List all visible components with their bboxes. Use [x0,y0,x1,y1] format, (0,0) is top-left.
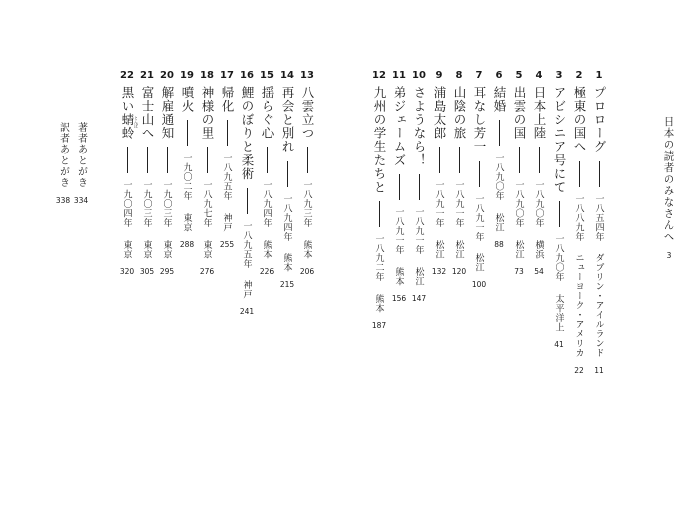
chapter-year: 一九〇三年 [141,180,152,228]
chapter-place: 松江 [493,212,504,232]
chapter-title: 黒い蜻蛉 [120,86,135,140]
chapter-page-number: 241 [239,307,255,316]
chapter-number: 11 [392,70,406,81]
chapter-year: 一八九〇年 [493,153,504,201]
chapter-page-number: 276 [199,266,215,276]
afterword-page-number: 338 [55,196,71,205]
chapter-page-number: 88 [494,239,504,249]
chapter-year: 一八九七年 [201,180,212,228]
toc-entry[interactable] [198,70,216,276]
toc-entry[interactable] [218,70,236,249]
leader-dash [579,161,580,187]
toc-entry[interactable] [470,70,488,289]
leader-dash [399,174,400,200]
chapter-title: 噴火 [180,86,195,113]
chapter-page-number: 41 [554,339,564,349]
toc-entry[interactable] [370,70,388,330]
chapter-year: 一八九〇年 [553,234,564,282]
chapter-place: 熊本 [373,293,384,313]
chapter-place: 松江 [453,239,464,259]
leader-dash [307,147,308,173]
toc-entry[interactable] [178,70,196,249]
chapter-number: 17 [220,70,234,81]
toc-heading[interactable] [660,116,678,260]
toc-entry[interactable] [278,70,296,289]
toc-entry[interactable] [570,70,588,375]
chapter-title: さようなら！ [412,86,427,167]
chapter-place: 松江 [513,239,524,259]
chapter-page-number: 120 [451,266,467,276]
chapter-place: 熊本 [261,239,272,259]
chapter-number: 22 [120,70,134,81]
toc-entry[interactable] [158,70,176,276]
chapter-page-number: 215 [279,280,295,289]
chapter-place: 東京 [201,239,212,259]
chapter-number: 1 [595,70,603,81]
chapter-title: 揺らぐ心 [260,86,275,140]
chapter-page-number: 295 [159,266,175,276]
chapter-number: 10 [412,70,426,81]
chapter-title: 山陰の旅 [452,86,467,140]
toc-entry[interactable] [530,70,548,276]
toc-entry[interactable] [430,70,448,276]
chapter-number: 8 [455,70,463,81]
chapter-year: 一八九五年 [241,220,252,268]
chapter-place: 熊本 [301,239,312,259]
afterword-entry-translator[interactable] [54,122,72,205]
leader-dash [499,120,500,146]
chapter-number: 16 [240,70,254,81]
chapter-page-number: 226 [259,266,275,276]
chapter-title: 極東の国へ [572,86,587,154]
leader-dash [207,147,208,173]
chapter-year: 一八九〇年 [533,180,544,228]
chapter-place: 松江 [413,266,424,286]
toc-entry[interactable] [490,70,508,249]
chapter-title: 結婚 [492,86,507,113]
toc-entry[interactable] [138,70,156,276]
leader-dash [379,201,380,227]
chapter-year: 一八九一年 [393,207,404,255]
chapter-page-number: 288 [179,239,195,249]
chapter-year: 一八九一年 [473,193,484,241]
chapter-place: 松江 [473,253,484,272]
chapter-page-number: 132 [431,266,447,276]
leader-dash [267,147,268,173]
chapter-title: プロローグ [592,86,607,154]
chapter-number: 14 [280,70,294,81]
chapter-page-number: 320 [119,266,135,276]
chapter-place: 神戸 [241,280,252,299]
chapter-place: 横浜 [533,239,544,259]
afterword-title: 著者あとがき [75,122,87,188]
chapter-place: 東京 [161,239,172,259]
chapter-page-number: 187 [371,320,387,330]
chapter-title: 九州の学生たちと [372,86,387,194]
chapter-number: 5 [515,70,523,81]
chapter-title: 八雲立つ [300,86,315,140]
chapter-year: 一八九四年 [281,193,292,241]
chapter-place: 東京 [181,212,192,232]
afterword-page-number: 334 [73,196,89,205]
chapter-number: 3 [555,70,563,81]
leader-dash [419,174,420,200]
chapter-title: 鯉のぼりと柔術 [240,86,255,181]
chapter-place: 神戸 [221,212,232,232]
chapter-place: 東京 [121,239,132,259]
chapter-title: 浦島太郎 [432,86,447,140]
toc-entry[interactable] [118,70,139,276]
chapter-year: 一八八九年 [573,193,584,241]
chapter-page-number: 22 [574,365,584,375]
leader-dash [247,188,248,214]
afterword-title: 訳者あとがき [57,122,69,188]
chapter-title: 神様の里 [200,86,215,140]
leader-dash [187,120,188,146]
chapter-place: 熊本 [281,253,292,272]
chapter-place: ダブリン・アイルランド [593,253,604,358]
leader-dash [539,147,540,173]
chapter-year: 一八九一年 [453,180,464,228]
chapter-year: 一八九一年 [433,180,444,228]
chapter-year: 一八九〇年 [513,180,524,228]
chapter-page-number: 206 [299,266,315,276]
toc-entry[interactable] [238,70,256,316]
chapter-place: ニューヨーク・アメリカ [573,253,584,358]
heading-title: 日本の読者のみなさんへ [662,116,675,243]
leader-dash [127,147,128,173]
leader-dash [227,120,228,146]
leader-dash [519,147,520,173]
leader-dash [599,161,600,187]
chapter-year: 一八九四年 [261,180,272,228]
chapter-page-number: 54 [534,266,544,276]
chapter-title: 富士山へ [140,86,155,140]
chapter-page-number: 11 [594,365,604,375]
leader-dash [479,161,480,187]
leader-dash [439,147,440,173]
chapter-title: 帰化 [220,86,235,113]
chapter-place: 熊本 [393,266,404,286]
chapter-year: 一九〇四年 [121,180,132,228]
chapter-title: 弟ジェームズ [392,86,407,167]
chapter-number: 12 [372,70,386,81]
chapter-number: 7 [475,70,483,81]
chapter-title: 再会と別れ [280,86,295,154]
ruby-annotation: とんぼ [134,116,139,128]
chapter-year: 一九〇二年 [181,153,192,201]
chapter-year: 一九〇三年 [161,180,172,228]
chapter-number: 20 [160,70,174,81]
chapter-page-number: 255 [219,239,235,249]
chapter-number: 9 [435,70,443,81]
toc-entry[interactable] [550,70,568,349]
leader-dash [287,161,288,187]
chapter-title: 耳なし芳一 [472,86,487,154]
toc-entry[interactable] [510,70,528,276]
chapter-number: 4 [535,70,543,81]
chapter-number: 13 [300,70,314,81]
chapter-year: 一八五四年 [593,193,604,241]
chapter-year: 一八九一年 [413,207,424,255]
heading-page-number: 3 [666,250,672,260]
chapter-year: 一八九二年 [373,234,384,282]
chapter-place: 東京 [141,239,152,259]
chapter-number: 15 [260,70,274,81]
toc-entry[interactable] [450,70,468,276]
toc-entry[interactable] [258,70,276,276]
chapter-number: 19 [180,70,194,81]
chapter-page-number: 100 [471,280,487,289]
chapter-year: 一八九三年 [301,180,312,228]
toc-entry[interactable] [390,70,408,303]
chapter-number: 21 [140,70,154,81]
chapter-number: 18 [200,70,214,81]
chapter-page-number: 305 [139,266,155,276]
chapter-page-number: 156 [391,293,407,303]
chapter-title: 解雇通知 [160,86,175,140]
chapter-number: 2 [575,70,583,81]
chapter-number: 6 [495,70,503,81]
leader-dash [167,147,168,173]
toc-entry[interactable] [590,70,608,375]
toc-entry[interactable] [410,70,428,303]
chapter-year: 一八九五年 [221,153,232,201]
afterword-entry-author[interactable] [72,122,90,205]
chapter-page-number: 73 [514,266,524,276]
chapter-title: 日本上陸 [532,86,547,140]
chapter-place: 松江 [433,239,444,259]
leader-dash [147,147,148,173]
chapter-page-number: 147 [411,293,427,303]
toc-entry[interactable] [298,70,316,276]
chapter-place: 太平洋上 [553,293,564,332]
chapter-title: 出雲の国 [512,86,527,140]
leader-dash [559,201,560,227]
chapter-title: アビシニア号にて [552,86,567,194]
leader-dash [459,147,460,173]
